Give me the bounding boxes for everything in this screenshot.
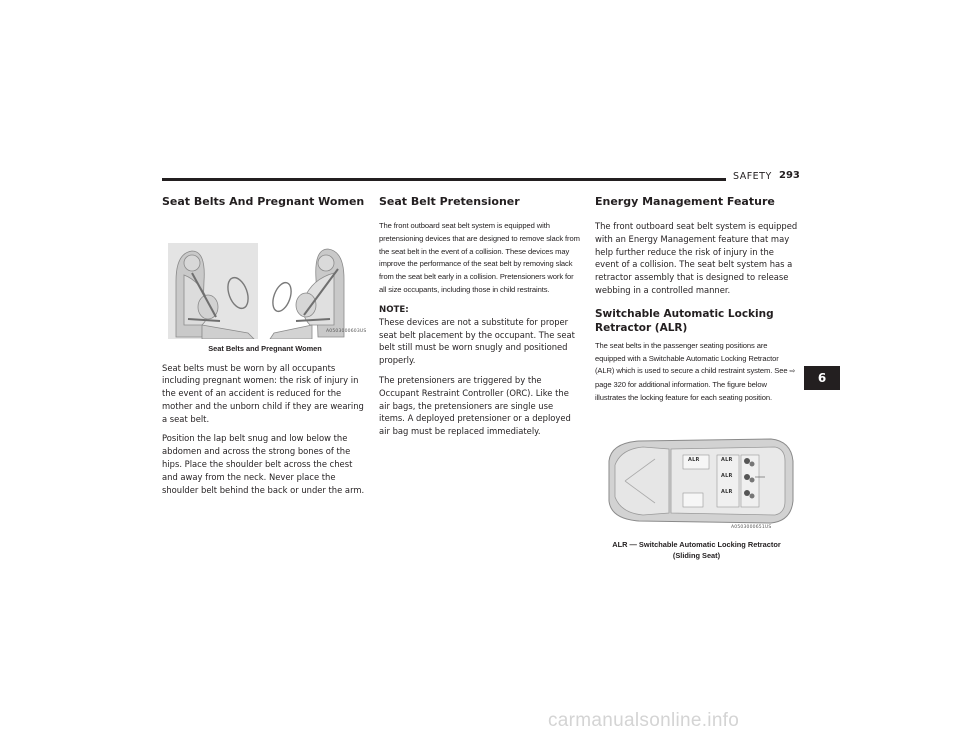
section-label: SAFETY [733, 171, 772, 182]
figure-code: A0503000651US [731, 524, 772, 530]
alr-label: ALR [721, 472, 733, 479]
vehicle-top-view-illustration [595, 431, 798, 531]
chapter-tab: 6 [804, 366, 840, 390]
paragraph: Position the lap belt snug and low below the abdomen and across the strong bones of the hips. Place the shoulder belt across the chest and away from the neck. Never place the shoulder belt behind the back or under the arm. [162, 433, 365, 495]
alr-label: ALR [721, 456, 733, 463]
caption-line: (Sliding Seat) [672, 551, 721, 561]
figure-alr [595, 431, 798, 531]
page-number: 293 [779, 170, 800, 181]
column-energy-management [595, 195, 798, 562]
alr-label: ALR [721, 488, 733, 495]
paragraph: The front outboard seat belt system is equipped with an Energy Management feature that may help further reduce the risk of injury in the event of a collision. The seat belt system has a retractor assembly that is designed to release webbing in a controlled manner. [595, 221, 798, 295]
column-pretensioner [379, 195, 580, 445]
figure-pregnant-women [162, 241, 368, 339]
figure-caption: Seat Belts and Pregnant Women [208, 344, 322, 353]
paragraph: The front outboard seat belt system is equipped with pretensioning devices that are designed to remove slack from the seat belt in the event of a collision. These devices may improve the performance of the seat belt by removing slack from the seat belt early in a collision. Pretensioners work for all size occupants, including those in child restraints. [379, 221, 580, 294]
arrow-right-icon: ⇨ [789, 368, 796, 376]
figure-code: A0503000603US [326, 329, 367, 334]
pregnant-women-illustration [162, 241, 368, 339]
paragraph-text: The seat belts in the passenger seating positions are equipped with a Switchable Automatic Locking Retractor (ALR) which is used to secure a child restraint system. See [595, 340, 790, 376]
alr-label: ALR [688, 456, 700, 463]
paragraph [595, 340, 798, 405]
paragraph: Seat belts must be worn by all occupants including pregnant women: the risk of injury in the event of an accident is reduced for the mother and the unborn child if they are wearing a seat belt. [162, 362, 364, 424]
subheading-line: Switchable Automatic Locking [595, 307, 774, 320]
paragraph: The pretensioners are triggered by the Occupant Restraint Controller (ORC). Like the air bags, the pretensioners are single use items. A deployed pretensioner or a deployed air bag must be replaced immediately. [379, 374, 571, 437]
column-pregnant-women [162, 195, 368, 503]
heading-energy-management: Energy Management Feature [595, 195, 775, 208]
subheading-line: Retractor (ALR) [595, 321, 688, 334]
note-label: NOTE: [379, 304, 409, 315]
note-text: These devices are not a substitute for proper seat belt placement by the occupant. The seat belt still must be worn snugly and positioned properly. [379, 316, 575, 366]
caption-line: ALR — Switchable Automatic Locking Retractor [612, 539, 781, 549]
figure-caption [595, 539, 798, 562]
watermark: carmanualsonline.info [548, 710, 740, 731]
header-rule [162, 178, 726, 181]
subheading-alr [595, 307, 798, 335]
paragraph-text: page 320 for additional information. The figure below illustrates the locking feature for each seating position. [595, 380, 772, 402]
heading-pregnant-women: Seat Belts And Pregnant Women [162, 195, 365, 208]
heading-pretensioner: Seat Belt Pretensioner [379, 195, 520, 208]
